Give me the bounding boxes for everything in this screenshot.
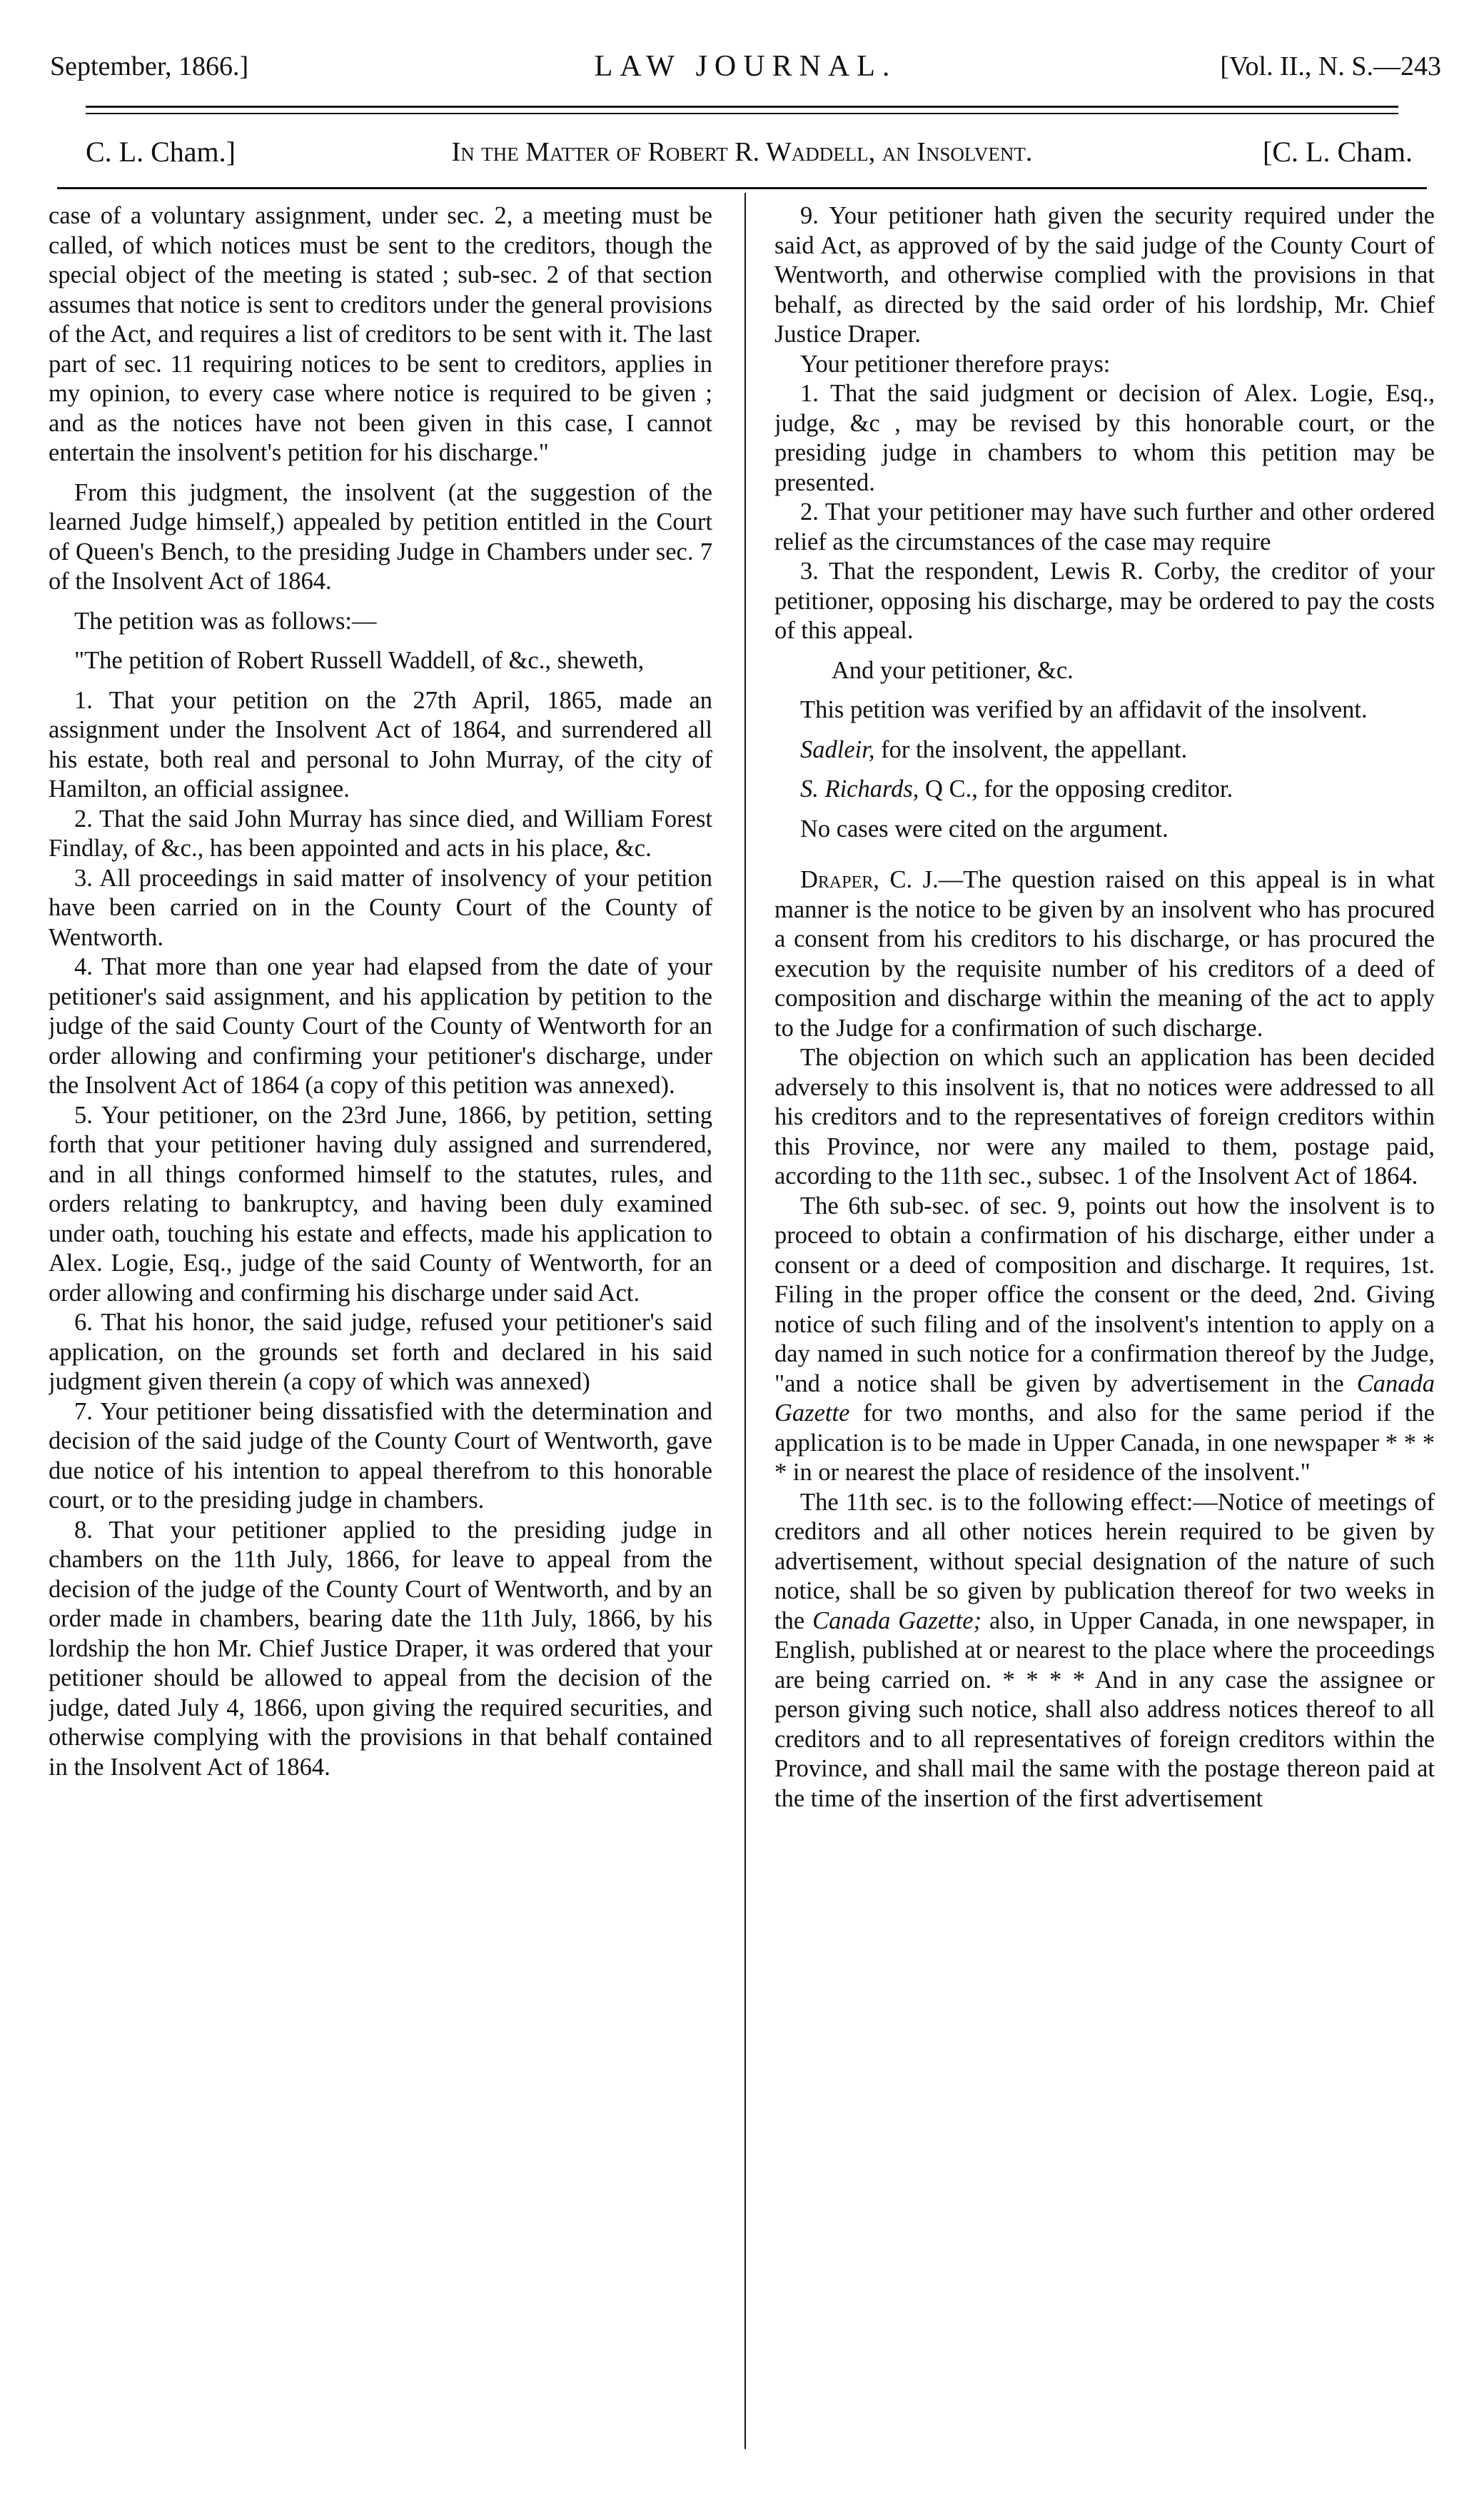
petition-item: 3. All proceedings in said matter of insolvency of your petition have been carried on in the County Court of the County of Wentworth.	[49, 864, 712, 951]
prayer-item: 3. That the respondent, Lewis R. Corby, the creditor of your petitioner, opposing his discharge, may be ordered to pay the costs of this appeal.	[774, 558, 1435, 644]
counsel-line	[774, 735, 1435, 765]
judge-name: Draper, C. J.	[800, 866, 939, 893]
paragraph: The petition was as follows:—	[74, 607, 377, 635]
petition-item: 2. That the said John Murray has since died, and William Forest Findlay, of &c., has been appointed and acts in his place, &c.	[49, 805, 712, 862]
paragraph: case of a voluntary assignment, under sec. 2, a meeting must be called, of which notices must be sent to the creditors, though the special object of the meeting is stated ; sub-sec. 2 of that section assumes that notice is sent to creditors under the general provisions of the Act, and requires a list of creditors to be sent with it. The last part of sec. 11 requiring notices to be sent to creditors, applies in my opinion, to every case where notice is required to be given ; and as the notices have not been given in this case, I cannot entertain the insolvent's petition for his discharge."	[49, 202, 712, 466]
judgment-text: —The question raised on this appeal is in what manner is the notice to be given by an insolvent who has procured a consent from his creditors to his discharge, or has procured the execution by the requisite number of his creditors of a deed of composition and discharge within the meaning of the act to apply to the Judge for a confirmation of such discharge.	[774, 866, 1435, 1042]
header-rule-thick	[86, 106, 1398, 108]
left-column	[49, 201, 712, 2450]
running-head-date: September, 1866.]	[50, 51, 249, 81]
counsel-role: for the insolvent, the appellant.	[874, 735, 1188, 763]
gazette-title: Canada Gazette;	[812, 1606, 982, 1634]
counsel-name: S. Richards,	[800, 775, 919, 803]
prayer-item: 1. That the said judgment or decision of Alex. Logie, Esq., judge, &c , may be revised by this honorable court, or the presiding judge in chambers to whom this petition may be presented.	[774, 380, 1435, 496]
paragraph: "The petition of Robert Russell Waddell, of &c., sheweth,	[74, 647, 645, 674]
running-head	[50, 41, 1441, 91]
petition-item: 6. That his honor, the said judge, refused your petitioner's said application, on the grounds set forth and declared in his said judgment given therein (a copy of which was annexed)	[49, 1309, 712, 1395]
paragraph: No cases were cited on the argument.	[800, 815, 1168, 843]
counsel-name: Sadleir,	[800, 735, 875, 763]
right-column	[774, 201, 1435, 2450]
petition-item: 9. Your petitioner hath given the security required under the said Act, as approved of by the said judge of the County Court of Wentworth, and otherwise complied with the provisions in that behalf, as directed by the said order of his lordship, Mr. Chief Justice Draper.	[774, 202, 1435, 348]
petition-item: 8. That your petitioner applied to the presiding judge in chambers on the 11th July, 1866, for leave to appeal from the decision of the judge of the County Court of Wentworth, and by an order made in chambers, bearing date the 11th July, 1866, by his lordship the hon Mr. Chief Justice Draper, it was ordered that your petitioner should be allowed to appeal from the decision of the judge, dated July 4, 1866, upon giving the required securities, and otherwise complying with the provisions in that behalf contained in the Insolvent Act of 1864.	[49, 1516, 712, 1781]
paragraph: Your petitioner therefore prays:	[800, 350, 1111, 378]
section-case-title: In the Matter of Robert R. Waddell, an Insolvent.	[451, 137, 1033, 167]
petition-item: 7. Your petitioner being dissatisfied with the determination and decision of the said judge of the County Court of Wentworth, gave due notice of his intention to appeal therefrom to this honorable court, or to the presiding judge in chambers.	[49, 1397, 712, 1514]
paragraph: This petition was verified by an affidavit of the insolvent.	[800, 696, 1368, 723]
text-run: The 11th sec. is to the following effect:—Notice of meetings of creditors and all other notices herein required to be given by advertisement, without special designation of the nature of such notice, shall be so given by publication thereof for two weeks in the	[774, 1488, 1435, 1634]
prayer-item: 2. That your petitioner may have such further and other ordered relief as the circumstances of the case may require	[774, 498, 1435, 555]
petition-item: 4. That more than one year had elapsed from the date of your petitioner's said assignment, and his application by petition to the judge of the said County Court of the County of Wentworth for an order allowing and confirming your petitioner's discharge, under the Insolvent Act of 1864 (a copy of this petition was annexed).	[49, 953, 712, 1099]
section-head	[57, 120, 1427, 184]
column-divider	[744, 193, 746, 2449]
paragraph	[774, 1488, 1435, 1814]
paragraph	[774, 1192, 1435, 1488]
gazette-title: Canada Gazette	[774, 1369, 1435, 1427]
paragraph: The objection on which such an application has been decided adversely to this insolvent is, that no notices were addressed to all his creditors and to the representatives of foreign creditors within this Province, nor were any mailed to them, postage paid, according to the 11th sec., subsec. 1 of the Insolvent Act of 1864.	[774, 1044, 1435, 1190]
petition-closing: And your petitioner, &c.	[832, 656, 1074, 684]
section-rule	[57, 187, 1427, 189]
header-rule-thin	[86, 113, 1398, 114]
running-head-volume-page: [Vol. II., N. S.—243	[1220, 51, 1441, 81]
running-head-title: LAW JOURNAL.	[594, 50, 897, 83]
paragraph: From this judgment, the insolvent (at the suggestion of the learned Judge himself,) appealed by petition entitled in the Court of Queen's Bench, to the presiding Judge in Chambers under sec. 7 of the Insolvent Act of 1864.	[49, 478, 712, 595]
petition-item: 1. That your petition on the 27th April, 1865, made an assignment under the Insolvent Act of 1864, and surrendered all his estate, both real and personal to John Murray, of the city of Hamilton, an official assignee.	[49, 686, 712, 803]
counsel-role: Q C., for the opposing creditor.	[919, 775, 1233, 803]
counsel-line	[774, 775, 1435, 805]
text-run: also, in Upper Canada, in one newspaper, in English, published at or nearest to the place where the proceedings are being carried on. * * * * And in any case the assignee or person giving such notice, shall also address notices thereof to all creditors and to all representatives of foreign creditors within the Province, and shall mail the same with the postage thereon paid at the time of the insertion of the first advertisement	[774, 1606, 1435, 1812]
text-run: for two months, and also for the same period if the application is to be made in Upper Canada, in one newspaper * * * * in or nearest the place of residence of the insolvent."	[774, 1399, 1435, 1486]
section-court-right: [C. L. Cham.	[1263, 136, 1413, 168]
text-run: The 6th sub-sec. of sec. 9, points out how the insolvent is to proceed to obtain a confirmation of his discharge, either under a consent or a deed of composition and discharge. It requires, 1st. Filing in the proper office the consent or the deed, 2nd. Giving notice of such filing and of the insolvent's intention to apply on a day named in such notice for a confirmation thereof by the Judge, "and a notice shall be given by advertisement in the	[774, 1192, 1435, 1397]
section-court-left: C. L. Cham.]	[86, 136, 236, 168]
petition-item: 5. Your petitioner, on the 23rd June, 1866, by petition, setting forth that your petitioner having duly assigned and surrendered, and in all things conformed himself to the statutes, rules, and orders relating to bankruptcy, and having been duly examined under oath, touching his estate and effects, made his application to Alex. Logie, Esq., judge of the said County of Wentworth, for an order allowing and confirming his discharge under said Act.	[49, 1101, 712, 1307]
judgment-opening	[774, 865, 1435, 1043]
